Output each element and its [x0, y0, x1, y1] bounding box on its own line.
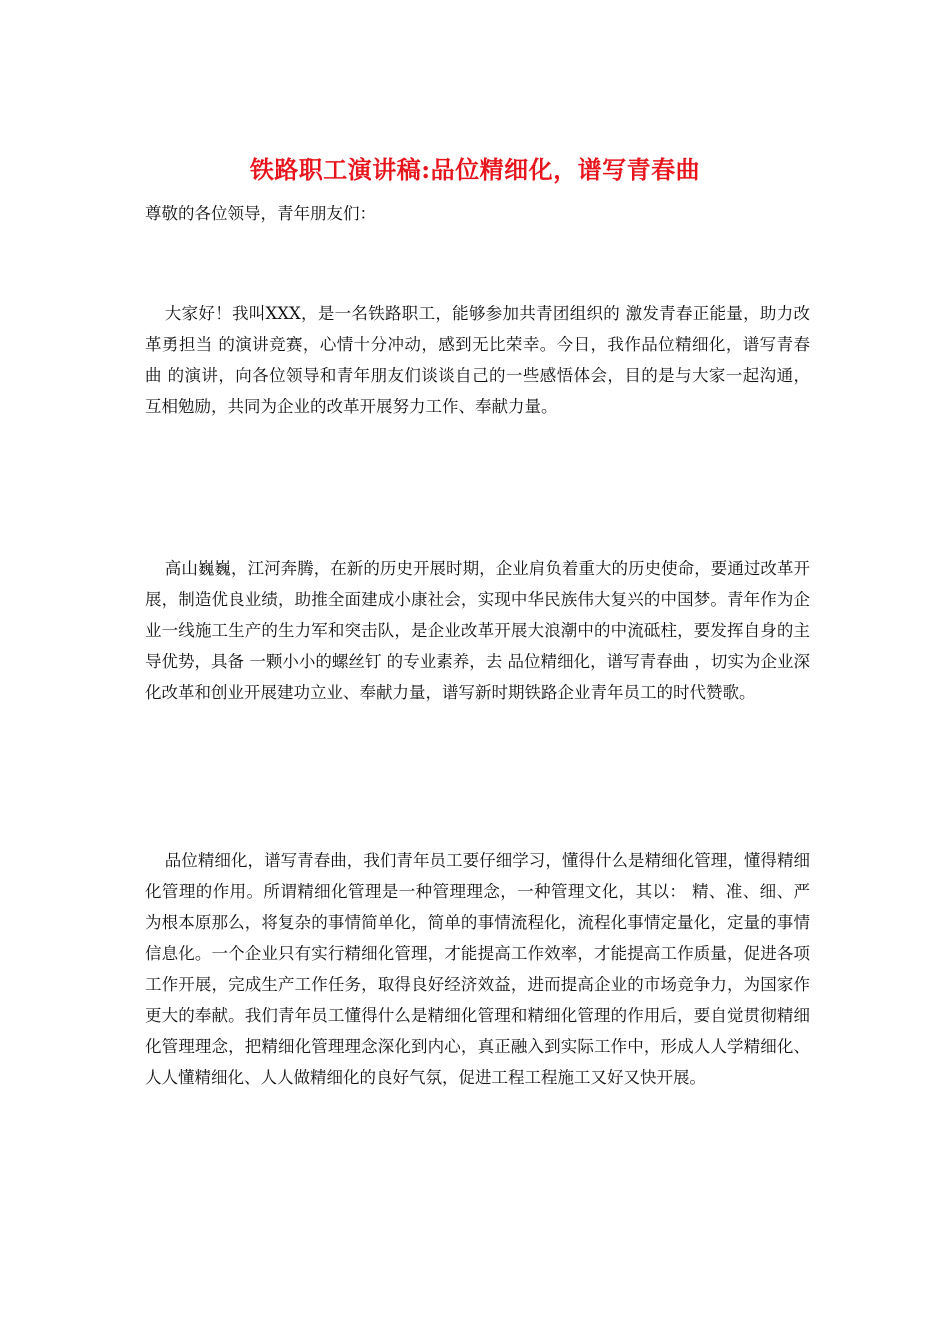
paragraph-2: 高山巍巍，江河奔腾，在新的历史开展时期，企业肩负着重大的历史使命，要通过改革开展，制造优良业绩，助推全面建成小康社会，实现中华民族伟大复兴的中国梦。青年作为企业一线施工生产的生力军和突击队，是企业改革开展大浪潮中的中流砥柱，要发挥自身的主导优势，具备 一颗小小的螺丝钉 的专业素养，去 品位精细化，谱写青春曲 ，切实为企业深化改革和创业开展建功立业、奉献力量，谱写新时期铁路企业青年员工的时代赞歌。	[145, 559, 810, 702]
paragraph-1: 大家好！我叫XXX，是一名铁路职工，能够参加共青团组织的 激发青春正能量，助力改革勇担当 的演讲竞赛，心情十分冲动，感到无比荣幸。今日，我作品位精细化，谱写青春曲 的演讲，向各位领导和青年朋友们谈谈自己的一些感悟体会，目的是与大家一起沟通，互相勉励，共同为企业的改革开展努力工作、奉献力量。	[145, 304, 810, 416]
paragraph-3: 品位精细化，谱写青春曲，我们青年员工要仔细学习，懂得什么是精细化管理，懂得精细化管理的作用。所谓精细化管理是一种管理理念，一种管理文化，其以： 精、准、细、严 为根本原那么，将复杂的事情简单化，简单的事情流程化，流程化事情定量化，定量的事情信息化。一个企业只有实行精细化管理，才能提高工作效率，才能提高工作质量，促进各项工作开展，完成生产工作任务，取得良好经济效益，进而提高企业的市场竞争力，为国家作更大的奉献。我们青年员工懂得什么是精细化管理和精细化管理的作用后，要自觉贯彻精细化管理理念，把精细化管理理念深化到内心，真正融入到实际工作中，形成人人学精细化、人人懂精细化、人人做精细化的良好气氛，促进工程工程施工又好又快开展。	[145, 851, 810, 1087]
salutation: 尊敬的各位领导，青年朋友们：	[145, 204, 376, 223]
document-title: 铁路职工演讲稿:品位精细化，谱写青春曲	[249, 155, 701, 184]
